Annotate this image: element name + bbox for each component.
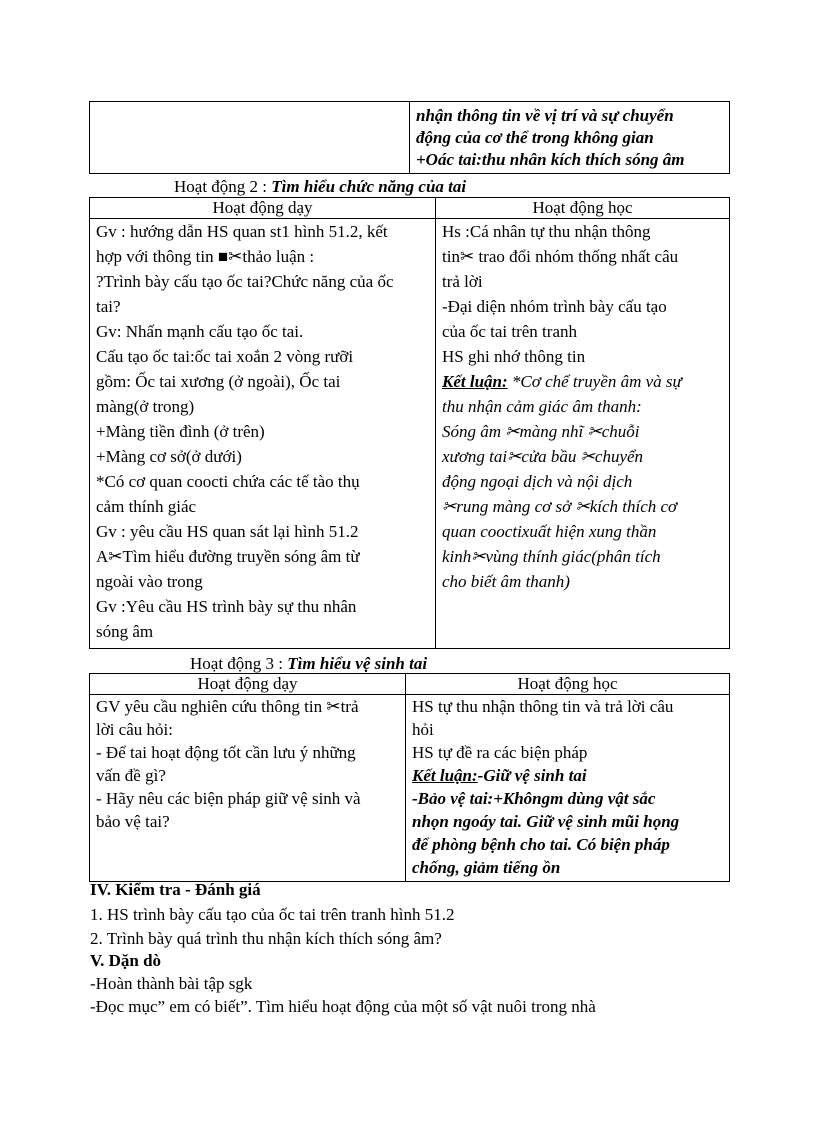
a2-learn-line: -Đại diện nhóm trình bày cấu tạo <box>442 297 667 316</box>
a2-teach-line: +Màng tiền đình (ở trên) <box>96 422 265 441</box>
activity3-teach-cell <box>90 695 406 882</box>
a3-conclusion-line: nhọn ngoáy tai. Giữ vệ sinh mũi họng <box>412 812 680 831</box>
a3-teach-line: - Hãy nêu các biện pháp giữ vệ sinh và <box>96 789 361 808</box>
a3-learn-line: HS tự thu nhận thông tin và trả lời câu <box>412 697 674 716</box>
a2-teach-line: gồm: Ốc tai xương (ở ngoài), Ốc tai <box>96 372 341 391</box>
top-table-right-cell <box>410 102 730 174</box>
a3-learn-line: HS tự đề ra các biện pháp <box>412 743 588 762</box>
a2-conclusion-label: Kết luận: <box>442 372 508 391</box>
a3-teach-line: bảo vệ tai? <box>96 812 170 831</box>
a2-conclusion-line: thu nhận cảm giác âm thanh: <box>442 397 642 416</box>
section4-line-2: 2. Trình bày quá trình thu nhận kích thích sóng âm? <box>90 929 442 948</box>
a3-learn-line: hỏi <box>412 720 434 739</box>
a2-teach-line: tai? <box>96 297 121 316</box>
activity2-col-learn: Hoạt động học <box>436 198 730 219</box>
a2-teach-line: Gv : yêu cầu HS quan sát lại hình 51.2 <box>96 522 359 541</box>
a2-teach-line: sóng âm <box>96 622 154 641</box>
activity2-heading <box>174 177 466 197</box>
a2-conclusion <box>442 369 723 394</box>
a2-teach-line: +Màng cơ sở(ở dưới) <box>96 447 242 466</box>
section4-line-1: 1. HS trình bày cấu tạo của ốc tai trên tranh hình 51.2 <box>90 905 455 924</box>
a2-teach-line: *Có cơ quan coocti chứa các tế tào thụ <box>96 472 360 491</box>
activity3-label: Hoạt động 3 <box>190 654 275 673</box>
section5-line-1: -Hoàn thành bài tập sgk <box>90 974 253 993</box>
a2-conclusion-line: *Cơ chế truyền âm và sự <box>507 372 682 391</box>
activity2-col-teach: Hoạt động dạy <box>90 198 436 219</box>
activity2-sep: : <box>258 177 272 196</box>
section5-heading: V. Dặn dò <box>90 951 162 970</box>
activity2-learn-cell <box>436 219 730 649</box>
top-table-left-cell <box>90 102 410 174</box>
a2-conclusion-line: cho biết âm thanh) <box>442 572 570 591</box>
a2-teach-line: hợp với thông tin ■✂thảo luận : <box>96 247 315 266</box>
activity3-sep: : <box>274 654 288 673</box>
activity3-col-teach: Hoạt động dạy <box>90 674 406 695</box>
a3-teach-line: lời câu hỏi: <box>96 720 173 739</box>
top-line-3: +Oác tai:thu nhân kích thích sóng âm <box>416 150 685 169</box>
a2-learn-line: HS ghi nhớ thông tin <box>442 347 586 366</box>
a2-conclusion-line: động ngoại dịch và nội dịch <box>442 472 633 491</box>
a3-conclusion-line: chống, giảm tiếng ồn <box>412 858 561 877</box>
a2-teach-line: Gv : hướng dẫn HS quan st1 hình 51.2, kết <box>96 222 388 241</box>
a2-teach-line: ?Trình bày cấu tạo ốc tai?Chức năng của ốc <box>96 272 394 291</box>
a2-learn-line: trả lời <box>442 272 483 291</box>
top-table <box>89 101 730 174</box>
a2-teach-line: Gv: Nhấn mạnh cấu tạo ốc tai. <box>96 322 304 341</box>
activity2-label: Hoạt động 2 <box>174 177 259 196</box>
a2-teach-line: màng(ở trong) <box>96 397 195 416</box>
a2-learn-line: của ốc tai trên tranh <box>442 322 577 341</box>
section4-heading: IV. Kiểm tra - Đánh giá <box>90 880 261 899</box>
activity3-table <box>89 673 730 882</box>
a2-conclusion-line: xương tai✂cửa bầu ✂chuyển <box>442 447 644 466</box>
a2-conclusion-line: quan cooctixuất hiện xung thần <box>442 522 657 541</box>
a2-conclusion-line: Sóng âm ✂màng nhĩ ✂chuỗi <box>442 422 640 441</box>
a2-learn-line: Hs :Cá nhân tự thu nhận thông <box>442 222 651 241</box>
a3-conclusion-line: để phòng bệnh cho tai. Có biện pháp <box>412 835 670 854</box>
a3-conclusion-line: -Bảo vệ tai:+Khôngm dùng vật sắc <box>412 789 656 808</box>
a3-conclusion-label: Kết luận: <box>412 766 478 785</box>
activity3-heading <box>190 654 427 674</box>
a2-teach-line: cảm thính giác <box>96 497 197 516</box>
a2-conclusion-line: kinh✂vùng thính giác(phân tích <box>442 547 661 566</box>
a3-teach-line: GV yêu cầu nghiên cứu thông tin ✂trả <box>96 697 359 716</box>
a3-conclusion <box>412 764 723 787</box>
top-line-1: nhận thông tin về vị trí và sự chuyển <box>416 106 674 125</box>
a2-teach-line: Gv :Yêu cầu HS trình bày sự thu nhân <box>96 597 357 616</box>
activity3-learn-cell <box>406 695 730 882</box>
top-line-2: động của cơ thể trong không gian <box>416 128 654 147</box>
activity2-table <box>89 197 730 649</box>
a2-teach-line: ngoài vào trong <box>96 572 203 591</box>
a3-teach-line: vấn đề gì? <box>96 766 166 785</box>
a2-teach-line: Cấu tạo ốc tai:ốc tai xoắn 2 vòng rưỡi <box>96 347 354 366</box>
section5-line-2: -Đọc mục” em có biết”. Tìm hiểu hoạt động của một số vật nuôi trong nhà <box>90 997 596 1016</box>
a3-teach-line: - Để tai hoạt động tốt cần lưu ý những <box>96 743 356 762</box>
activity3-title: Tìm hiểu vệ sinh tai <box>287 654 428 673</box>
activity3-col-learn: Hoạt động học <box>406 674 730 695</box>
activity2-teach-cell <box>90 219 436 649</box>
a3-conclusion-line: -Giữ vệ sinh tai <box>477 766 587 785</box>
a2-learn-line: tin✂ trao đổi nhóm thống nhất câu <box>442 247 679 266</box>
a2-conclusion-line: ✂rung màng cơ sở ✂kích thích cơ <box>442 497 678 516</box>
activity2-title: Tìm hiểu chức năng của tai <box>271 177 467 196</box>
a2-teach-line: A✂Tìm hiểu đường truyền sóng âm từ <box>96 547 360 566</box>
